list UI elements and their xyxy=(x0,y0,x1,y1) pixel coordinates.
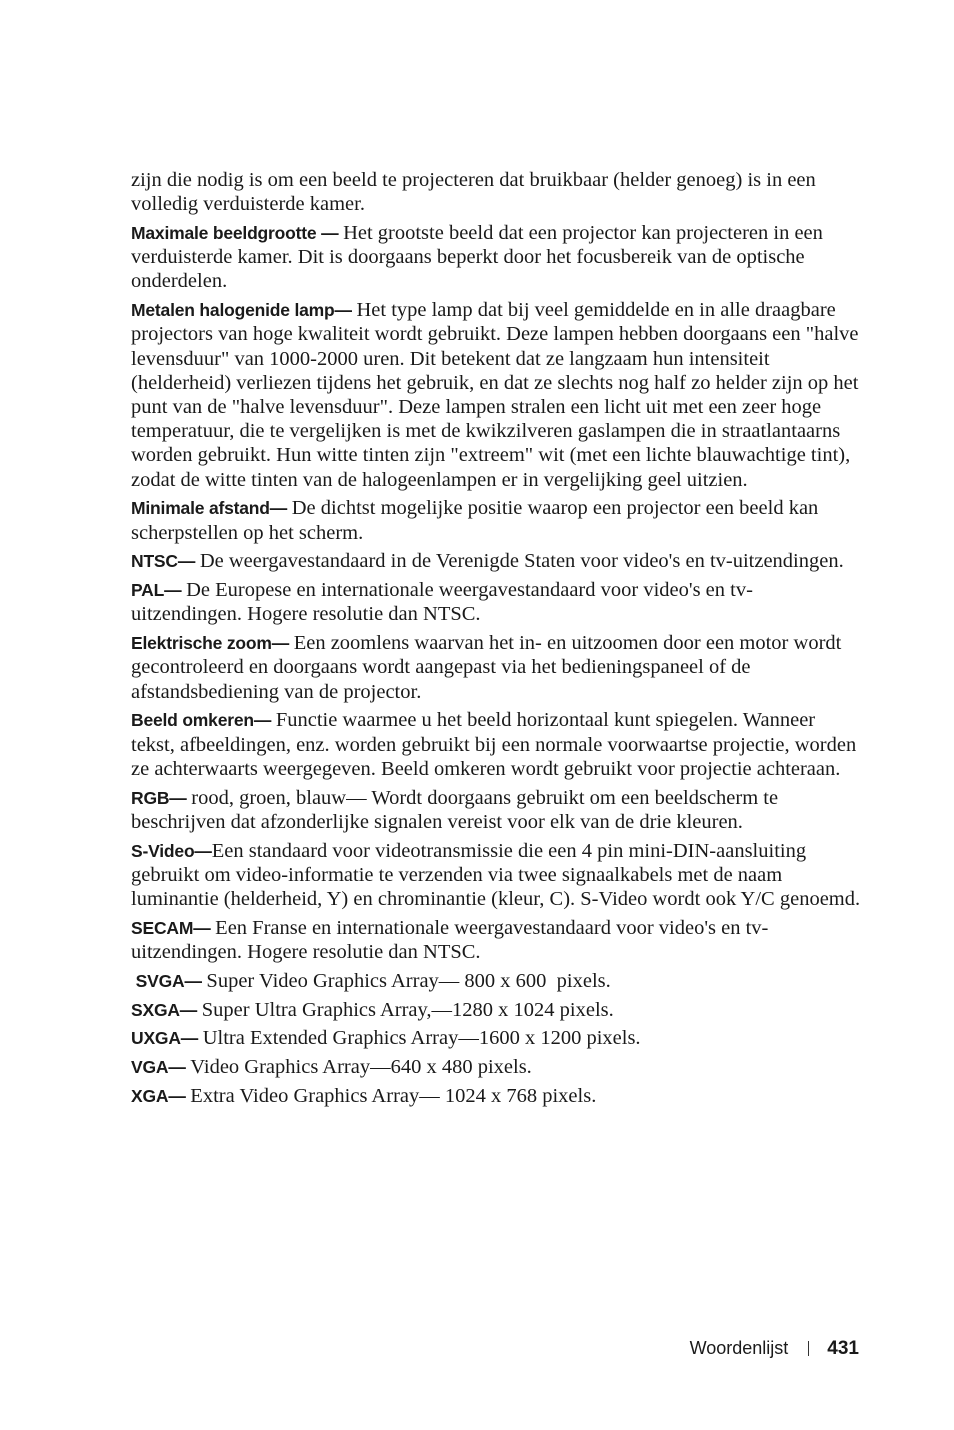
glossary-entry xyxy=(131,298,863,492)
page-footer xyxy=(0,1336,859,1361)
entry-term: Metalen halogenide lamp— xyxy=(131,300,357,321)
entry-definition: Super Ultra Graphics Array,—1280 x 1024 pixels. xyxy=(201,998,614,1021)
glossary-entry xyxy=(131,578,863,626)
entry-definition: Het grootste beeld dat een projector kan projecteren in een verduisterde kamer. Dit is doorgaans beperkt door het focusbereik van de optische onderdelen. xyxy=(131,222,823,293)
glossary-entry xyxy=(131,549,863,573)
glossary-entry xyxy=(131,998,863,1022)
glossary-entry xyxy=(131,916,863,964)
footer-section-title: Woordenlijst xyxy=(689,1338,789,1358)
glossary-entry xyxy=(131,631,863,704)
entry-term: Maximale beeldgrootte — xyxy=(131,223,344,243)
entry-term: Minimale afstand— xyxy=(131,498,292,519)
glossary-entry xyxy=(131,496,863,544)
glossary-entry xyxy=(131,1055,863,1079)
entry-definition: Een zoomlens waarvan het in- en uitzoomen door een motor wordt gecontroleerd en doorgaans wordt aangepast via het bedieningspaneel of de afstandsbediening van de projector. xyxy=(131,632,842,703)
page-number: 431 xyxy=(827,1338,859,1359)
entry-definition: Het type lamp dat bij veel gemiddelde en in alle draagbare projectors van hoge kwaliteit wordt gebruikt. Deze lampen hebben doorgaans een "halve levensduur" van 1000-2000 uren. Dit betekent dat ze langzaam hun intensiteit (helderheid) verliezen tijdens het gebruik, en dat ze slechts nog half zo helder zijn op het punt van de "halve levensduur". Deze lampen stralen een licht uit met een zeer hoge temperatuur, die te vergelijken is met de kwikzilveren gaslampen die in straatlantaarns worden gebruikt. Hun witte tinten zijn "extreem" wit (met een lichte blauwachtige tint), zodat de witte tinten van de halogeenlampen er in vergelijking geel uitzien. xyxy=(131,299,859,491)
entry-definition: Functie waarmee u het beeld horizontaal kunt spiegelen. Wanneer tekst, afbeeldingen, enz. worden gebruikt bij een normale voorwaartse projectie, worden ze achterwaarts weergegeven. Beeld omkeren wordt gebruikt voor projectie achteraan. xyxy=(131,709,857,780)
entry-definition: Super Video Graphics Array— 800 x 600 pixels. xyxy=(206,969,611,992)
entry-definition: Een Franse en internationale weergavestandaard voor video's en tv-uitzendingen. Hogere resolutie dan NTSC. xyxy=(131,916,769,964)
entry-term: UXGA— xyxy=(131,1028,203,1049)
entry-definition: rood, groen, blauw— Wordt doorgaans gebruikt om een beeldscherm te beschrijven dat afzonderlijke signalen vereist voor elk van de drie kleuren. xyxy=(131,786,779,833)
entry-term: NTSC— xyxy=(131,551,200,572)
entry-term: SVGA— xyxy=(131,970,207,991)
glossary-entry xyxy=(131,786,863,834)
entry-term: VGA— xyxy=(131,1057,191,1078)
entry-term: Beeld omkeren— xyxy=(131,710,276,731)
entry-definition: Een standaard voor videotransmissie die een 4 pin mini-DIN-aansluiting gebruikt om video-informatie te verzenden via twee signaalkabels met de naam luminantie (helderheid, Y) en chrominantie (kleur, C). S-Video wordt ook Y/C genoemd. xyxy=(131,839,861,911)
glossary-entry xyxy=(131,969,863,993)
glossary-entry xyxy=(131,708,863,781)
entry-term: SECAM— xyxy=(131,917,216,938)
entry-term: SXGA— xyxy=(131,999,202,1020)
entry-term: Elektrische zoom— xyxy=(131,633,294,654)
entry-definition: Video Graphics Array—640 x 480 pixels. xyxy=(190,1056,532,1079)
entry-term: PAL— xyxy=(131,580,187,601)
footer-divider xyxy=(808,1341,809,1356)
glossary-content xyxy=(131,168,863,1113)
entry-term: XGA— xyxy=(131,1086,191,1107)
glossary-entry xyxy=(131,221,863,294)
glossary-entry xyxy=(131,839,863,912)
entry-term: S-Video— xyxy=(131,840,212,861)
entry-definition: De Europese en internationale weergavestandaard voor video's en tv-uitzendingen. Hogere resolutie dan NTSC. xyxy=(131,579,753,626)
entry-definition: Extra Video Graphics Array— 1024 x 768 pixels. xyxy=(190,1085,597,1108)
glossary-entry xyxy=(131,1084,863,1108)
entry-definition: Ultra Extended Graphics Array—1600 x 1200 pixels. xyxy=(202,1027,641,1050)
entry-definition: De dichtst mogelijke positie waarop een projector een beeld kan scherpstellen op het scherm. xyxy=(131,497,819,544)
entry-term: RGB— xyxy=(131,787,192,808)
intro-paragraph: zijn die nodig is om een beeld te projecteren dat bruikbaar (helder genoeg) is in een volledig verduisterde kamer. xyxy=(131,169,816,216)
glossary-entry xyxy=(131,1026,863,1050)
entry-definition: De weergavestandaard in de Verenigde Staten voor video's en tv-uitzendingen. xyxy=(199,550,844,573)
